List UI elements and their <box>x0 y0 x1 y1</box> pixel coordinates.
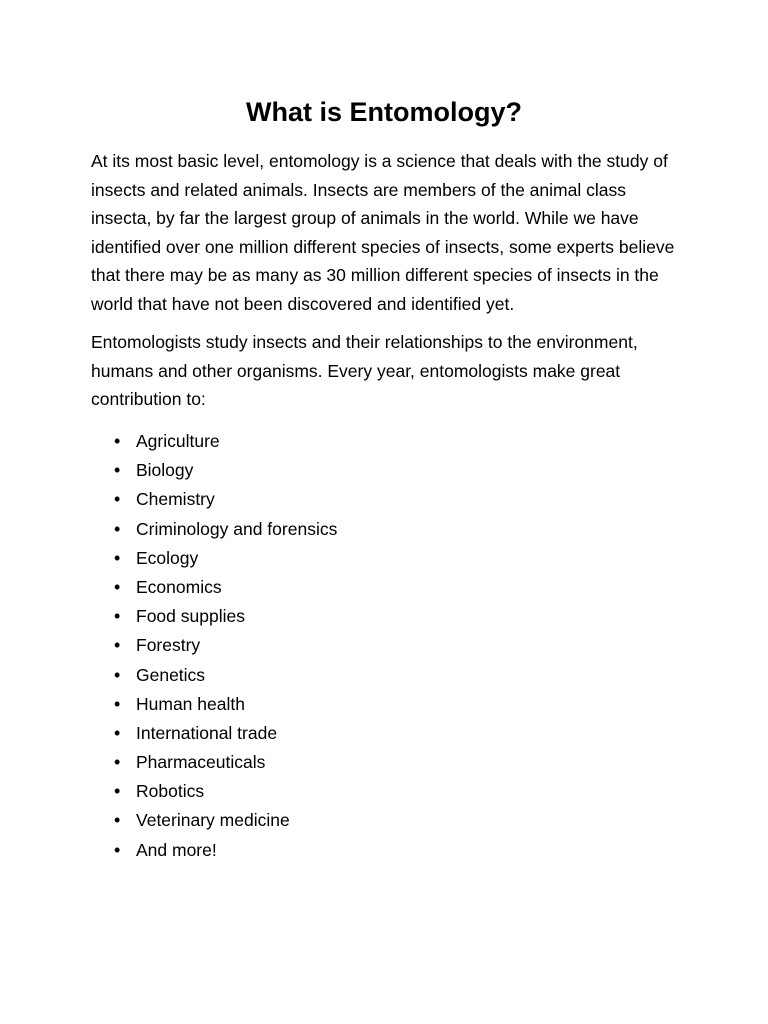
bullet-icon: • <box>114 752 121 773</box>
bullet-icon: • <box>114 664 121 685</box>
bullet-icon: • <box>114 693 121 714</box>
list-item <box>108 748 337 777</box>
intro-paragraph: At its most basic level, entomology is a science that deals with the study of insects and related animals. Insects are members of the animal class insecta, by far the largest group of animals in the world. While we have identified over one million different species of insects, some experts believe that there may be as many as 30 million different species of insects in the world that have not been discovered and identified yet. <box>91 151 675 314</box>
bullet-icon: • <box>114 635 121 656</box>
bullet-icon: • <box>114 810 121 831</box>
list-item-label: Ecology <box>136 547 199 568</box>
list-item <box>108 719 337 748</box>
list-item <box>108 777 337 806</box>
contribution-paragraph: Entomologists study insects and their relationships to the environment, humans and other organisms. Every year, entomologists make great contribution to: <box>91 332 638 409</box>
list-item <box>108 806 337 835</box>
bullet-icon: • <box>114 781 121 802</box>
list-item <box>108 573 337 602</box>
list-item-label: Economics <box>136 576 222 597</box>
list-item-label: And more! <box>136 839 217 860</box>
list-item <box>108 485 337 514</box>
list-item-label: Food supplies <box>136 606 245 627</box>
list-item-label: Forestry <box>136 635 201 656</box>
document-title: What is Entomology? <box>246 97 522 127</box>
list-item-label: Agriculture <box>136 431 220 451</box>
list-item <box>108 836 337 865</box>
bullet-icon: • <box>114 606 121 627</box>
list-item-label: Genetics <box>136 664 206 685</box>
list-item <box>108 427 337 456</box>
list-item <box>108 661 337 690</box>
list-item-label: Veterinary medicine <box>136 810 290 831</box>
list-item-label: Chemistry <box>136 489 215 510</box>
list-item-label: Biology <box>136 460 194 481</box>
list-item <box>108 515 337 544</box>
bullet-icon: • <box>114 547 121 568</box>
list-item <box>108 631 337 660</box>
bullet-icon: • <box>114 839 121 860</box>
list-item <box>108 690 337 719</box>
bullet-icon: • <box>114 576 121 597</box>
list-item-label: Pharmaceuticals <box>136 752 266 773</box>
list-item <box>108 544 337 573</box>
bullet-icon: • <box>114 518 121 539</box>
contributions-list <box>108 427 337 865</box>
list-item-label: International trade <box>136 722 278 743</box>
bullet-icon: • <box>114 489 121 510</box>
bullet-icon: • <box>114 722 121 743</box>
list-item-label: Criminology and forensics <box>136 518 338 539</box>
list-item-label: Human health <box>136 693 245 714</box>
bullet-icon: • <box>114 460 121 481</box>
list-item-label: Robotics <box>136 781 205 802</box>
list-item <box>108 456 337 485</box>
list-item <box>108 602 337 631</box>
bullet-icon: • <box>114 431 121 451</box>
